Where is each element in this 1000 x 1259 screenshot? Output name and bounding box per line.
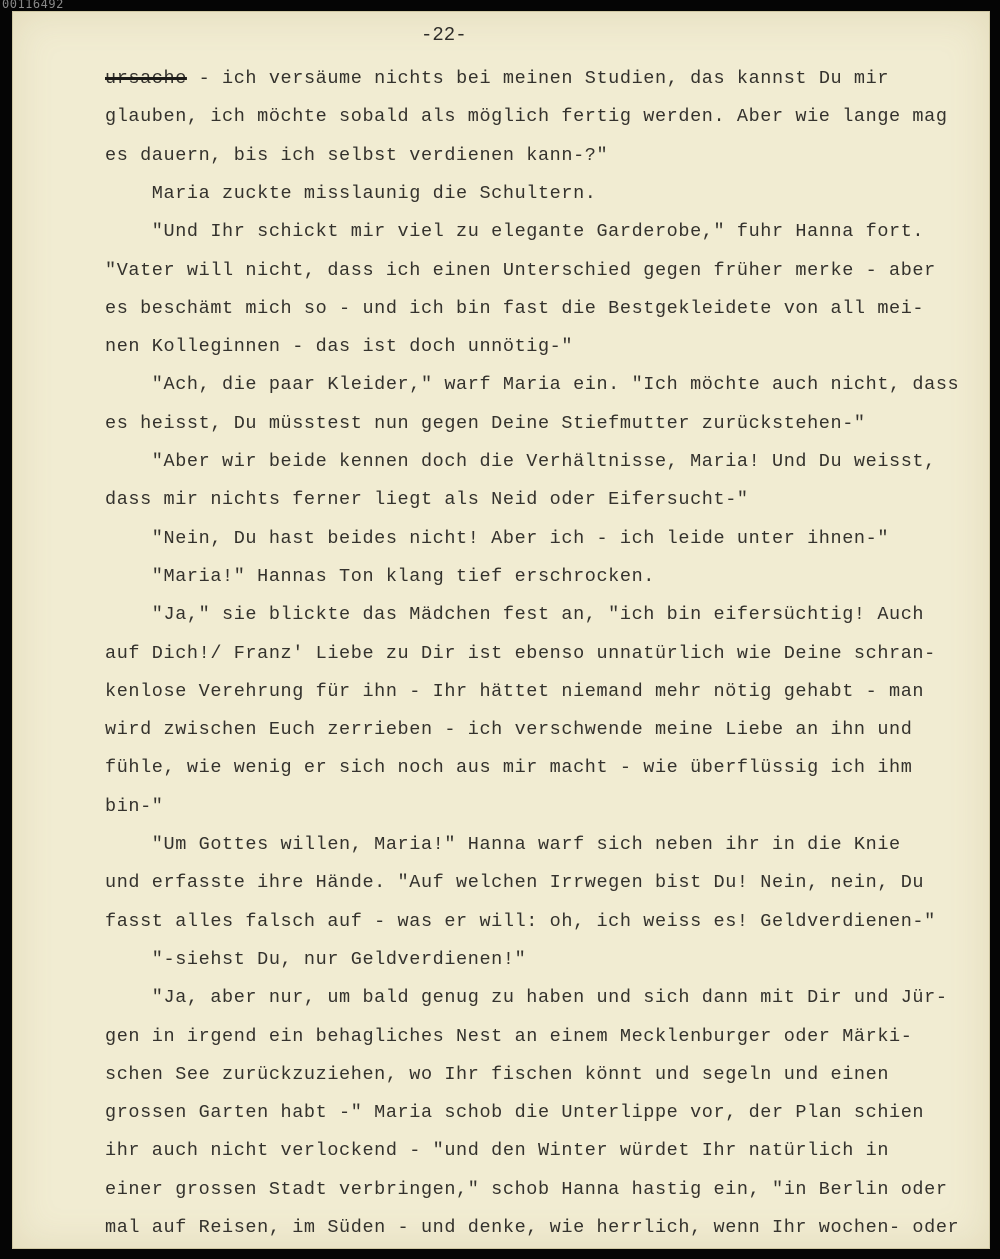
line-text: glauben, ich möchte sobald als möglich fertig werden. Aber wie lange mag — [105, 106, 948, 128]
text-line — [105, 338, 573, 357]
line-text: auf Dich!/ Franz' Liebe zu Dir ist ebenso unnatürlich wie Deine schran- — [105, 642, 936, 664]
line-text: wird zwischen Euch zerrieben - ich verschwende meine Liebe an ihn und — [105, 719, 913, 741]
text-line — [105, 989, 948, 1008]
text-line — [105, 836, 901, 855]
text-line — [105, 795, 164, 817]
line-text: es heisst, Du müsstest nun gegen Deine Stiefmutter zurückstehen-" — [105, 412, 866, 434]
line-text: "Ja, aber nur, um bald genug zu haben und sich dann mit Dir und Jür- — [105, 987, 948, 1009]
line-text: fühle, wie wenig er sich noch aus mir macht - wie überflüssig ich ihm — [105, 757, 913, 779]
line-text: "Maria!" Hannas Ton klang tief erschrocken. — [105, 565, 655, 587]
text-line — [105, 1219, 959, 1238]
line-text: "Ja," sie blickte das Mädchen fest an, "ich bin eifersüchtig! Auch — [105, 604, 925, 626]
text-line — [105, 259, 936, 281]
line-text: fasst alles falsch auf - was er will: oh, ich weiss es! Geldverdienen-" — [105, 910, 936, 932]
line-text: und erfasste ihre Hände. "Auf welchen Irrwegen bist Du! Nein, nein, Du — [105, 872, 925, 894]
text-line — [105, 606, 924, 625]
text-line — [105, 874, 924, 893]
line-text: "Vater will nicht, dass ich einen Unterschied gegen früher merke - aber — [105, 259, 936, 281]
text-line — [105, 527, 890, 549]
line-text: "Nein, Du hast beides nicht! Aber ich - ich leide unter ihnen-" — [105, 527, 890, 549]
text-line — [105, 70, 889, 89]
text-line — [105, 108, 948, 127]
text-line — [105, 721, 912, 740]
text-line — [105, 1142, 889, 1161]
page-number: -22- — [421, 24, 467, 46]
text-line — [105, 1178, 948, 1200]
text-line — [105, 453, 936, 472]
text-line — [105, 1104, 924, 1123]
page-text — [13, 12, 989, 1248]
text-line — [105, 910, 936, 932]
line-text: schen See zurückzuziehen, wo Ihr fischen könnt und segeln und einen — [105, 1063, 890, 1085]
text-line — [105, 412, 866, 434]
line-text: grossen Garten habt -" Maria schob die Unterlippe vor, der Plan schien — [105, 1102, 925, 1124]
text-line — [105, 297, 925, 319]
text-line — [105, 223, 924, 242]
text-line — [105, 376, 959, 395]
line-text: "Um Gottes willen, Maria!" Hanna warf sich neben ihr in die Knie — [105, 834, 901, 855]
text-line — [105, 948, 527, 970]
line-text: "-siehst Du, nur Geldverdienen!" — [105, 948, 527, 970]
text-line — [105, 759, 912, 778]
line-text: - ich versäume nichts bei meinen Studien, das kannst Du mir — [186, 68, 890, 89]
line-text: dass mir nichts ferner liegt als Neid oder Eifersucht-" — [105, 489, 749, 511]
text-line — [105, 144, 609, 166]
line-text: Maria zuckte misslaunig die Schultern. — [105, 182, 597, 204]
struck-word: ursache — [105, 68, 187, 89]
line-text: "Aber wir beide kennen doch die Verhältnisse, Maria! Und Du weisst, — [105, 451, 936, 472]
text-line — [105, 565, 655, 587]
line-text: ihr auch nicht verlockend - "und den Winter würdet Ihr natürlich in — [105, 1140, 890, 1162]
line-text: es beschämt mich so - und ich bin fast die Bestgekleidete von all mei- — [105, 297, 925, 319]
line-text: einer grossen Stadt verbringen," schob Hanna hastig ein, "in Berlin oder — [105, 1178, 948, 1200]
line-text: "Ach, die paar Kleider," warf Maria ein. "Ich möchte auch nicht, dass — [105, 374, 960, 396]
typewritten-page — [12, 11, 990, 1249]
archive-id-label: 00116492 — [2, 0, 64, 11]
text-line — [105, 1063, 890, 1085]
line-text: "Und Ihr schickt mir viel zu elegante Garderobe," fuhr Hanna fort. — [105, 221, 925, 243]
text-line — [105, 182, 597, 204]
line-text: gen in irgend ein behagliches Nest an einem Mecklenburger oder Märki- — [105, 1025, 913, 1047]
line-text: bin-" — [105, 795, 164, 817]
text-line — [105, 1025, 913, 1047]
line-text: nen Kolleginnen - das ist doch unnötig-" — [105, 336, 574, 358]
line-text: kenlose Verehrung für ihn - Ihr hättet niemand mehr nötig gehabt - man — [105, 680, 925, 702]
line-text: mal auf Reisen, im Süden - und denke, wie herrlich, wenn Ihr wochen- oder — [105, 1217, 960, 1238]
text-line — [105, 491, 749, 510]
text-line — [105, 642, 936, 664]
line-text: es dauern, bis ich selbst verdienen kann-?" — [105, 144, 609, 166]
text-line — [105, 680, 925, 702]
